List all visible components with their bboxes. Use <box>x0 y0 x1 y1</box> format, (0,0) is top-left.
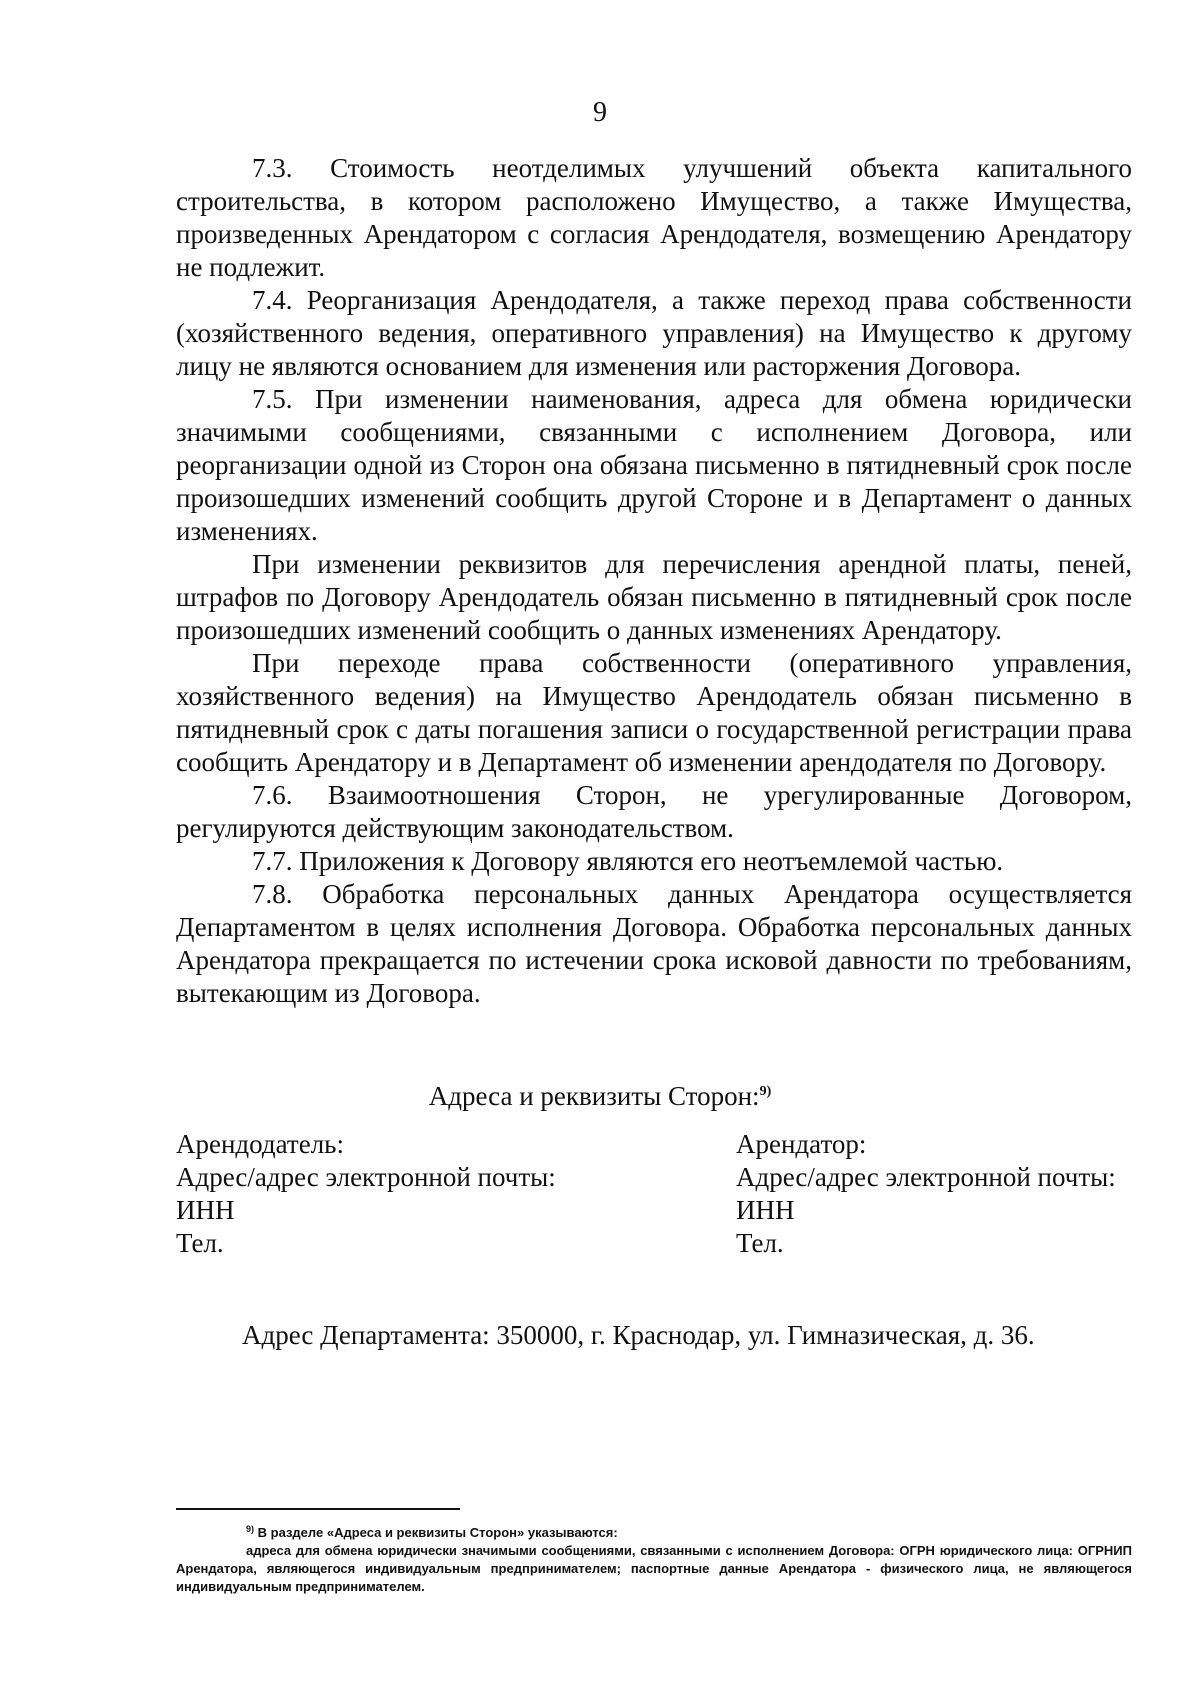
lessee-inn-label: ИНН <box>736 1195 795 1225</box>
lessee-phone-label: Тел. <box>736 1228 784 1258</box>
paragraph-requisites-change: При изменении реквизитов для перечисления арендной платы, пеней, штрафов по Договору Арендодатель обязан письменно в пятидневный срок после произошедших изменений сообщить о данных изменениях Арендатору. <box>176 549 1132 645</box>
footnote <box>176 1520 1132 1596</box>
document-body <box>176 152 1132 1010</box>
paragraph-ownership-transfer: При переходе права собственности (оперативного управления, хозяйственного ведения) на Имущество Арендодатель обязан письменно в пятидневный срок с даты погашения записи о государственной регистрации права сообщить Арендатору и в Департамент об изменении арендодателя по Договору. <box>176 648 1132 777</box>
footnote-reference: 9) <box>759 1084 772 1099</box>
footnote-mark: 9) <box>246 1524 255 1534</box>
footnote-intro: В разделе «Адреса и реквизиты Сторон» указываются: <box>257 1525 618 1540</box>
footnote-line-1 <box>176 1520 1132 1542</box>
paragraph-7-6: 7.6. Взаимоотношения Сторон, не урегулированные Договором, регулируются действующим законодательством. <box>176 780 1132 843</box>
department-address: Адрес Департамента: 350000, г. Краснодар, ул. Гимназическая, д. 36. <box>242 1320 1035 1350</box>
paragraph-7-3: 7.3. Стоимость неотделимых улучшений объекта капитального строительства, в котором расположено Имущество, а также Имущества, произведенных Арендатором с согласия Арендодателя, возмещению Арендатору не подлежит. <box>176 153 1132 282</box>
lessor-inn-label: ИНН <box>176 1195 235 1225</box>
lessor-address-label: Адрес/адрес электронной почты: <box>176 1162 556 1192</box>
requisites-heading-text: Адреса и реквизиты Сторон: <box>428 1081 760 1111</box>
lessee-block <box>736 1128 1116 1260</box>
page-number: 9 <box>593 97 607 128</box>
lessee-address-label: Адрес/адрес электронной почты: <box>736 1162 1116 1192</box>
requisites-heading <box>0 1075 1200 1113</box>
footnote-divider <box>176 1508 460 1510</box>
lessee-title: Арендатор: <box>736 1129 867 1159</box>
lessor-title: Арендодатель: <box>176 1129 344 1159</box>
lessor-block <box>176 1128 556 1260</box>
paragraph-7-7: 7.7. Приложения к Договору являются его неотъемлемой частью. <box>252 846 1004 876</box>
paragraph-7-5: 7.5. При изменении наименования, адреса для обмена юридически значимыми сообщениями, связанными с исполнением Договора, или реорганизации одной из Сторон она обязана письменно в пятидневный срок после произошедших изменений сообщить другой Стороне и в Департамент о данных изменениях. <box>176 384 1132 546</box>
lessor-phone-label: Тел. <box>176 1228 224 1258</box>
paragraph-7-8: 7.8. Обработка персональных данных Арендатора осуществляется Департаментом в целях исполнения Договора. Обработка персональных данных Арендатора прекращается по истечении срока исковой давности по требованиям, вытекающим из Договора. <box>176 879 1132 1008</box>
paragraph-7-4: 7.4. Реорганизация Арендодателя, а также переход права собственности (хозяйственного ведения, оперативного управления) на Имущество к другому лицу не являются основанием для изменения или расторжения Договора. <box>176 285 1132 381</box>
footnote-line-2: адреса для обмена юридически значимыми сообщениями, связанными с исполнением Договора: ОГРН юридического лица: ОГРНИП Арендатора, являющегося индивидуальным предпринимателем; паспортные данные Арендатора - физического лица, не являющегося индивидуальным предпринимателем. <box>176 1543 1132 1594</box>
